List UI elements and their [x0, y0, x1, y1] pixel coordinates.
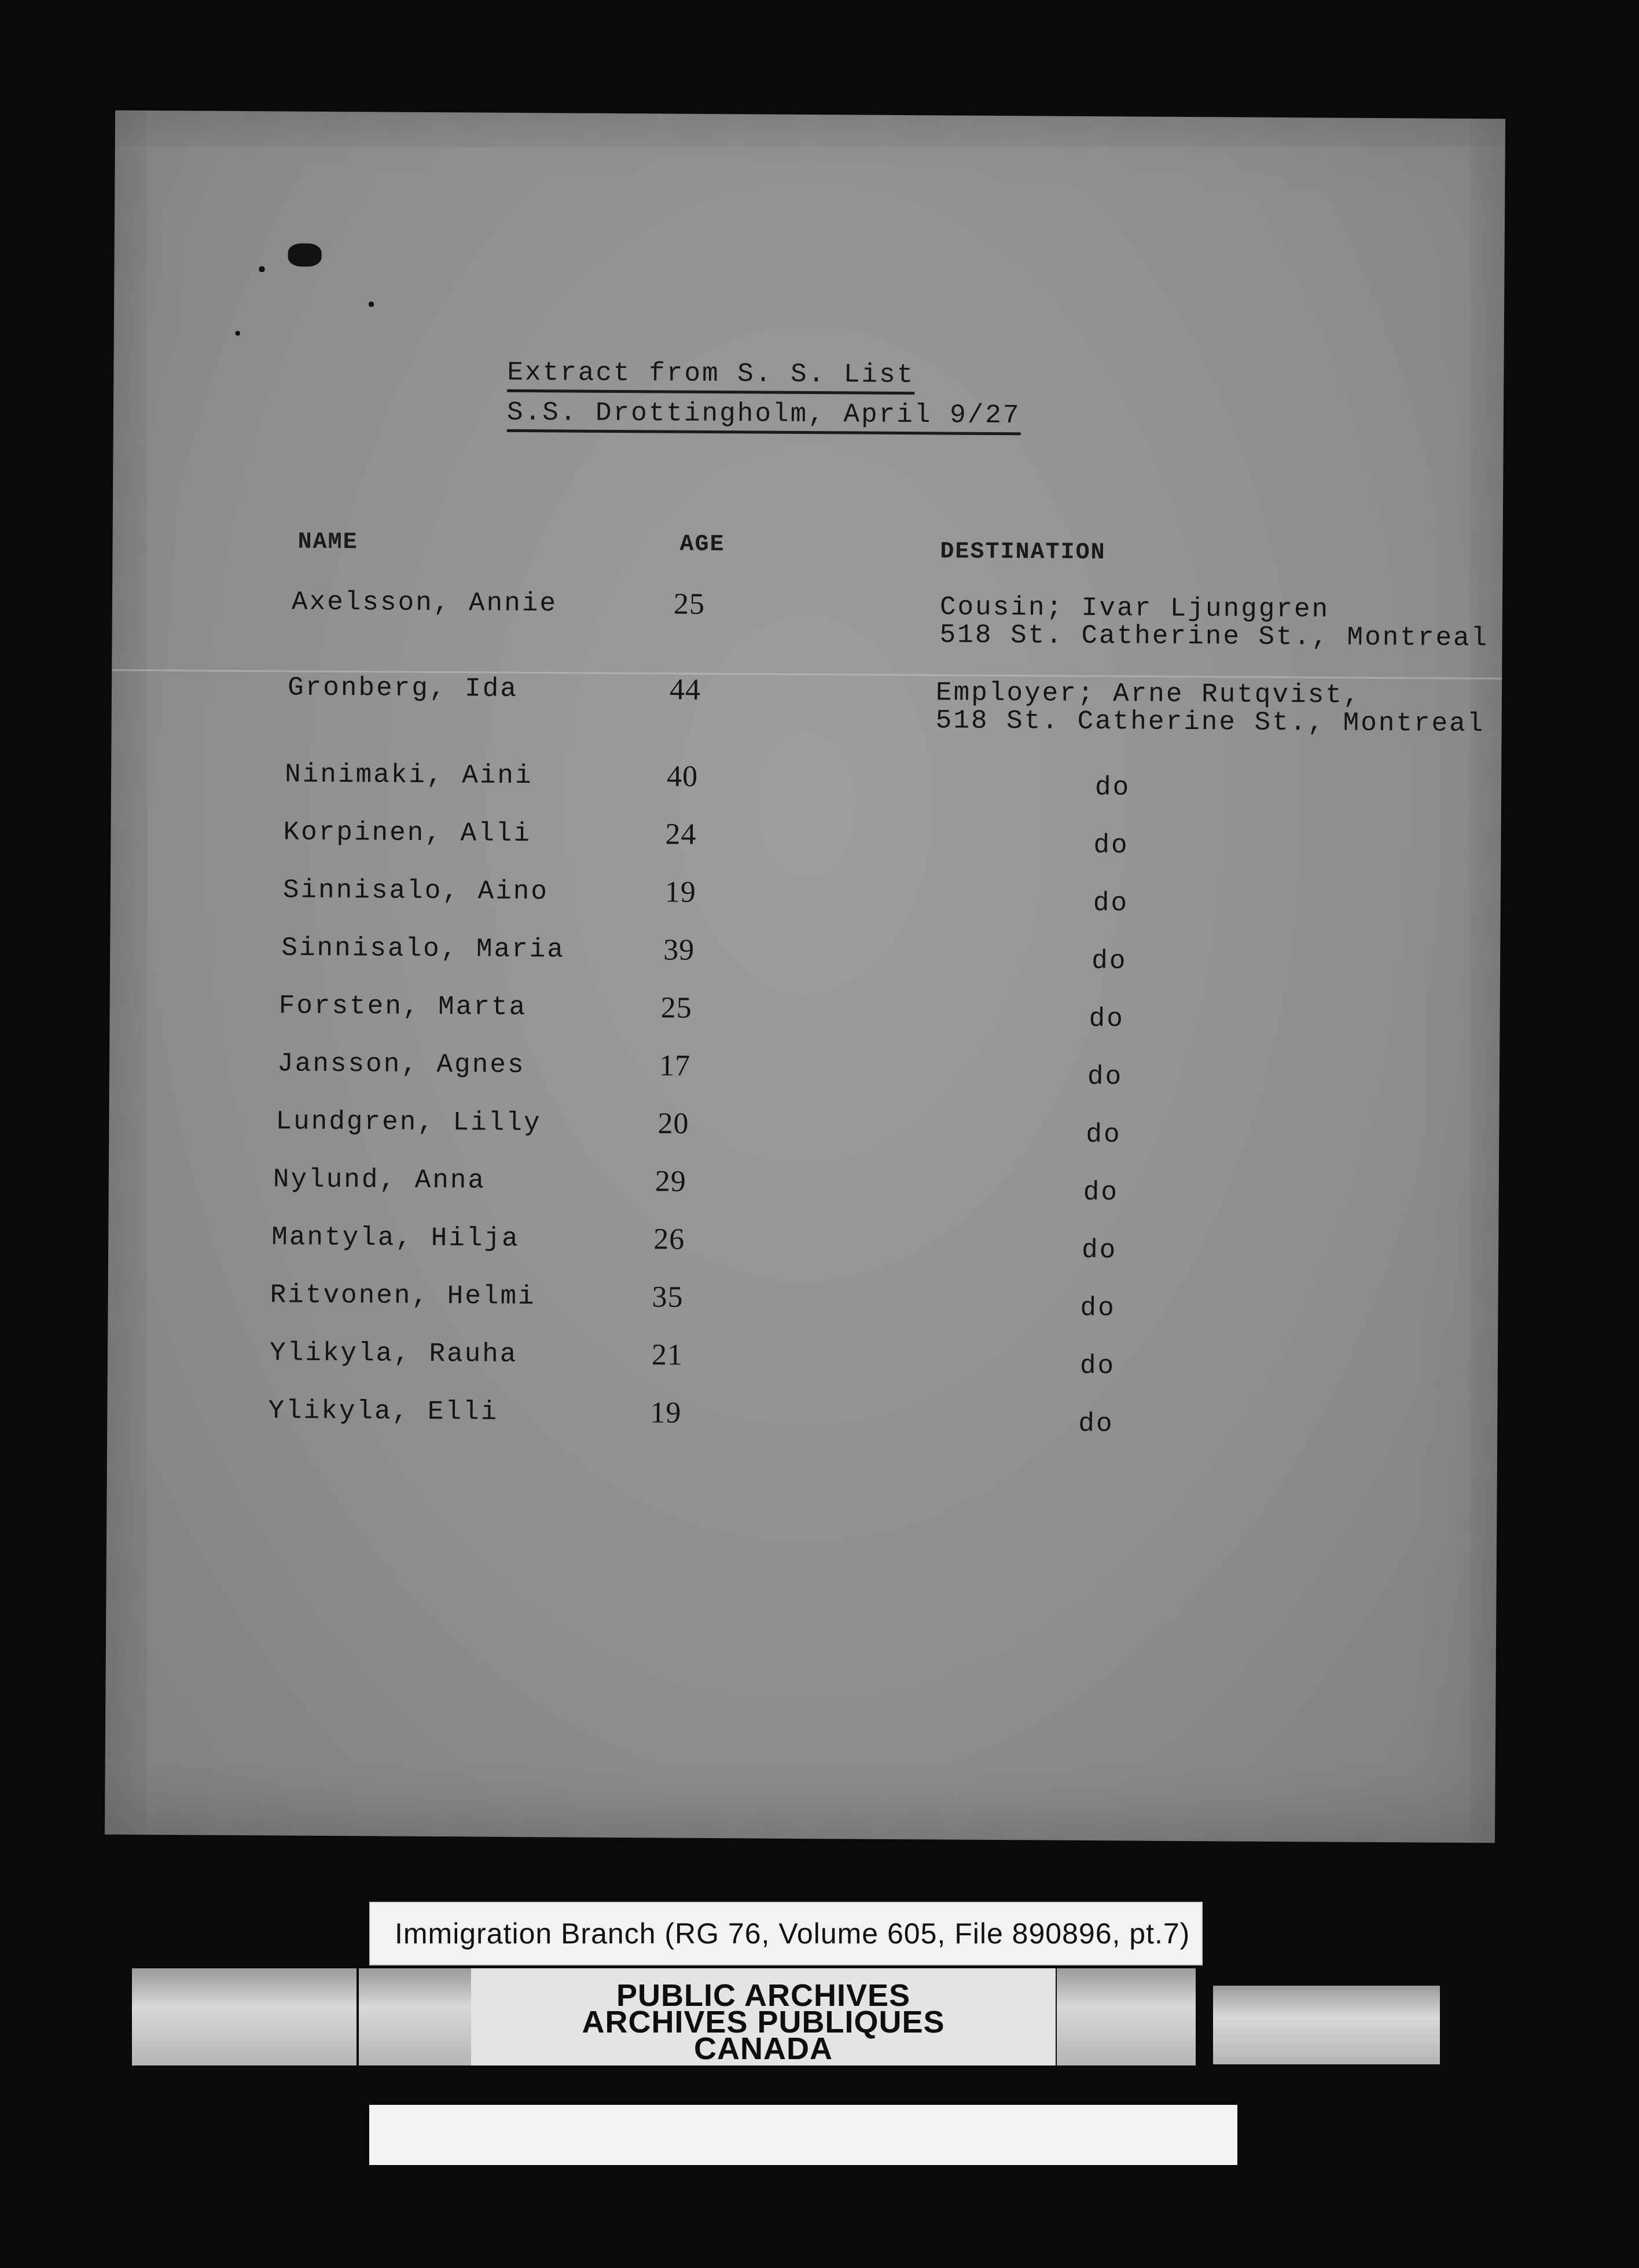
- destination-ditto: do: [1092, 946, 1127, 977]
- passenger-name: Korpinen, Alli: [283, 817, 532, 849]
- tape-mid-right: [1057, 1968, 1196, 2066]
- header-name: NAME: [297, 529, 358, 556]
- stamp-line-2: ARCHIVES PUBLIQUES: [582, 2005, 945, 2039]
- passenger-name: Ylikyla, Elli: [268, 1396, 499, 1427]
- table-row: [89, 1393, 1479, 1460]
- table-row: [112, 585, 1503, 654]
- ink-speck: [236, 331, 240, 336]
- ink-speck: [369, 301, 374, 307]
- passenger-age: 44: [669, 673, 701, 706]
- destination-line-1: Cousin; Ivar Ljunggren: [939, 592, 1330, 625]
- title-line-1: Extract from S. S. List: [507, 356, 914, 395]
- table-row: [108, 671, 1499, 737]
- passenger-age: 19: [664, 875, 697, 909]
- reference-label: [369, 1902, 1203, 1965]
- reference-text: Immigration Branch (RG 76, Volume 605, File 890896, pt.7): [395, 1917, 1190, 1950]
- passenger-age: 29: [655, 1165, 687, 1198]
- ink-blot: [288, 244, 321, 267]
- passenger-name: Gronberg, Ida: [287, 672, 519, 704]
- passenger-name: Mantyla, Hilja: [271, 1222, 520, 1254]
- header-age: AGE: [679, 531, 725, 558]
- passenger-age: 19: [650, 1396, 682, 1430]
- destination-ditto: do: [1087, 1061, 1123, 1092]
- table-row: [99, 989, 1490, 1055]
- archives-stamp: [471, 1968, 1056, 2066]
- document-page: [105, 111, 1505, 1843]
- passenger-name: Nylund, Anna: [273, 1164, 486, 1196]
- passenger-age: 25: [660, 991, 692, 1025]
- passenger-name: Sinnisalo, Maria: [281, 933, 565, 965]
- stamp-line-3: CANADA: [694, 2031, 833, 2066]
- destination-line-2: 518 St. Catherine St., Montreal: [939, 620, 1489, 654]
- passenger-age: 25: [673, 587, 705, 621]
- table-row: [98, 1047, 1489, 1113]
- passenger-name: Ninimaki, Aini: [284, 759, 533, 791]
- tape-mid-left: [359, 1968, 472, 2066]
- passenger-name: Axelsson, Annie: [291, 587, 558, 619]
- tape-right: [1213, 1986, 1440, 2064]
- passenger-age: 24: [665, 818, 697, 851]
- header-destination: DESTINATION: [940, 539, 1106, 566]
- destination-ditto: do: [1093, 830, 1129, 861]
- destination-ditto: do: [1086, 1119, 1122, 1150]
- destination-ditto: do: [1078, 1408, 1114, 1439]
- table-row: [102, 931, 1493, 997]
- bottom-strip: [369, 2105, 1237, 2165]
- table-row: [96, 1104, 1487, 1171]
- table-row: [90, 1277, 1481, 1344]
- table-row: [92, 1220, 1483, 1286]
- passenger-age: 17: [659, 1049, 691, 1083]
- passenger-name: Sinnisalo, Aino: [282, 875, 549, 907]
- destination-line-1: Employer; Arne Rutqvist,: [935, 678, 1361, 710]
- destination-ditto: do: [1079, 1350, 1116, 1382]
- table-row: [90, 1335, 1481, 1402]
- passenger-age: 20: [657, 1107, 689, 1140]
- ink-speck: [259, 266, 264, 272]
- destination-ditto: do: [1089, 1003, 1124, 1034]
- tape-left: [132, 1968, 357, 2066]
- passenger-name: Ritvonen, Helmi: [270, 1280, 536, 1312]
- document-title: [507, 356, 1021, 435]
- destination-ditto: do: [1080, 1293, 1116, 1324]
- passenger-age: 21: [651, 1338, 683, 1372]
- passenger-name: Jansson, Agnes: [277, 1048, 525, 1081]
- destination-ditto: do: [1083, 1177, 1119, 1208]
- passenger-name: Forsten, Marta: [278, 991, 527, 1023]
- table-row: [93, 1162, 1484, 1228]
- passenger-age: 26: [653, 1223, 685, 1256]
- title-line-2: S.S. Drottingholm, April 9/27: [507, 396, 1021, 435]
- passenger-age: 40: [666, 760, 699, 793]
- passenger-name: Lundgren, Lilly: [275, 1106, 542, 1139]
- table-row: [104, 815, 1494, 882]
- table-row: [105, 757, 1496, 824]
- destination-ditto: do: [1094, 772, 1131, 803]
- table-row: [103, 873, 1494, 940]
- destination-line-2: 518 St. Catherine St., Montreal: [935, 705, 1485, 739]
- passenger-age: 39: [663, 933, 695, 967]
- passenger-age: 35: [652, 1280, 683, 1314]
- destination-ditto: do: [1093, 888, 1129, 919]
- destination-ditto: do: [1081, 1235, 1118, 1266]
- stamp-line-1: PUBLIC ARCHIVES: [616, 1978, 911, 2013]
- passenger-name: Ylikyla, Rauha: [269, 1338, 518, 1369]
